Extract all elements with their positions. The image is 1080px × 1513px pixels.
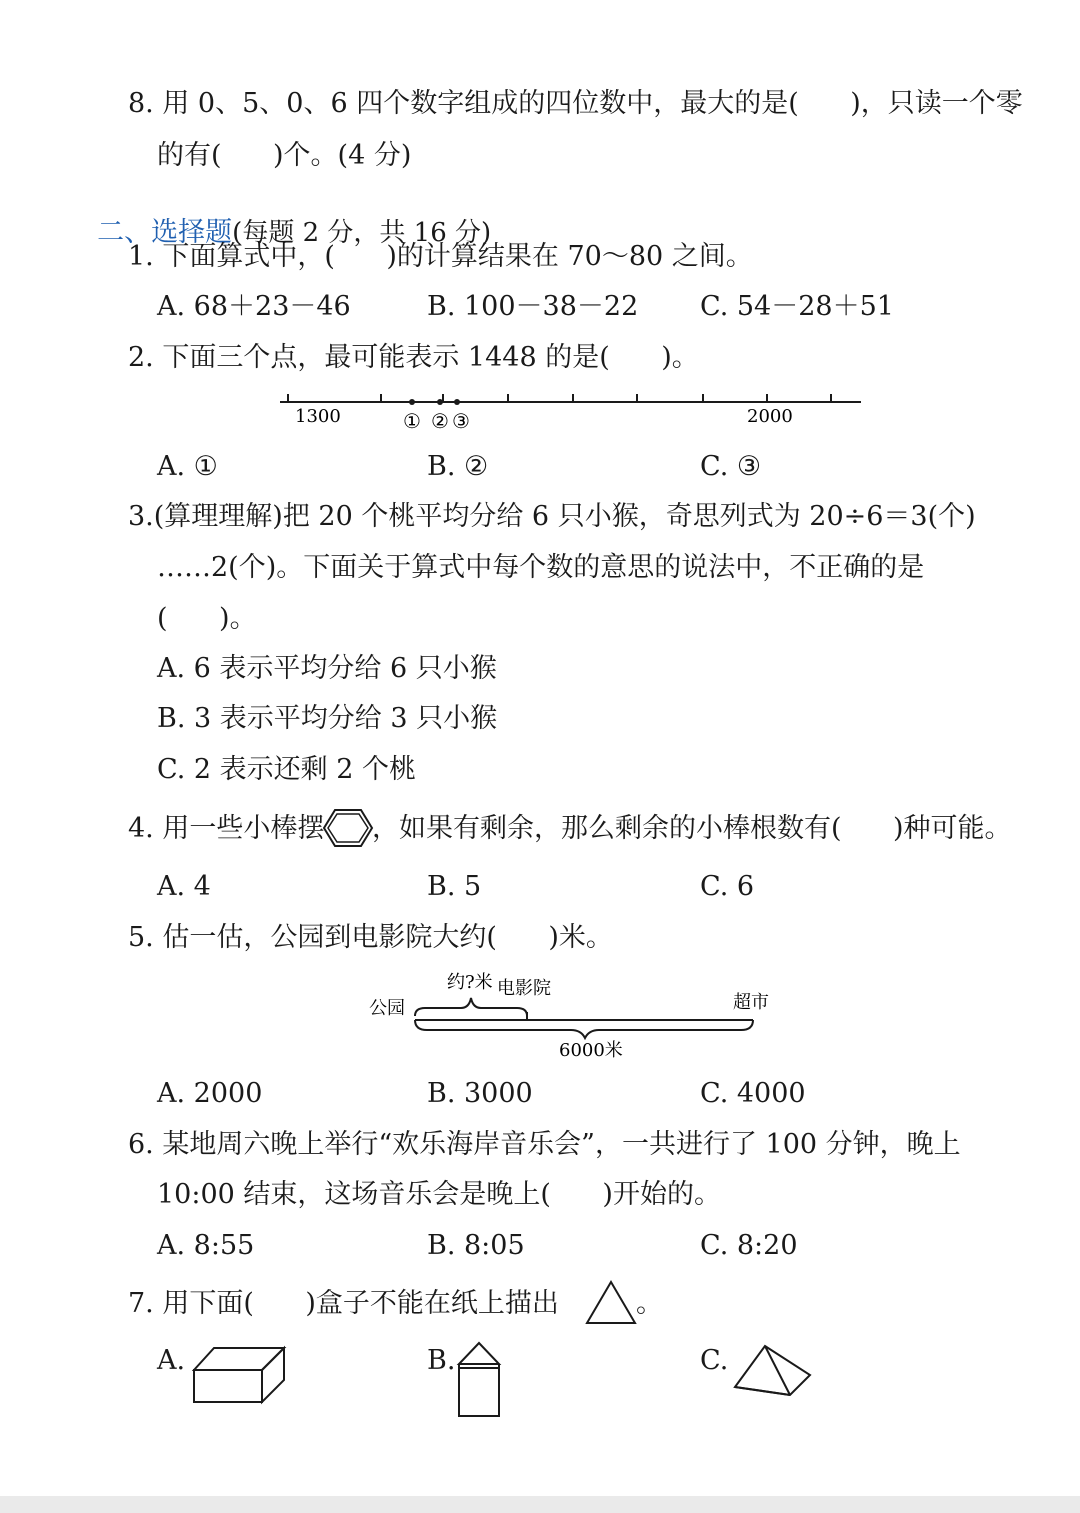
q6-option-b: B. 8:05 — [427, 1230, 525, 1261]
point-1-label: ① — [403, 409, 421, 433]
supermarket-label: 超市 — [733, 992, 769, 1013]
q4-stem-before: 4. 用一些小棒摆 — [128, 813, 325, 844]
q2-stem: 2. 下面三个点，最可能表示 1448 的是( )。 — [128, 342, 699, 373]
q8-line2: 的有( )个。(4 分) — [157, 140, 412, 171]
q6-option-c: C. 8:20 — [700, 1230, 798, 1261]
q5-option-b: B. 3000 — [427, 1078, 533, 1109]
q3-option-b: B. 3 表示平均分给 3 只小猴 — [157, 703, 498, 734]
pentagonal-house-box-icon — [455, 1340, 507, 1420]
number-line-start-label: 1300 — [295, 406, 341, 427]
q7-option-b: B. — [427, 1345, 456, 1376]
q1-option-b: B. 100－38－22 — [427, 291, 639, 322]
q6-line1: 6. 某地周六晚上举行“欢乐海岸音乐会”，一共进行了 100 分钟，晚上 — [128, 1129, 961, 1160]
point-2-label: ② — [431, 409, 449, 433]
q4-option-c: C. 6 — [700, 871, 755, 902]
cinema-label: 电影院 — [497, 978, 551, 999]
q7-option-a: A. — [157, 1345, 186, 1376]
q8-line1: 8. 用 0、5、0、6 四个数字组成的四位数中，最大的是( )，只读一个零 — [128, 88, 1023, 119]
q3-option-c: C. 2 表示还剩 2 个桃 — [157, 754, 416, 785]
q5-option-c: C. 4000 — [700, 1078, 806, 1109]
q4-option-b: B. 5 — [427, 871, 482, 902]
q5-option-a: A. 2000 — [157, 1078, 263, 1109]
q2-option-b: B. ② — [427, 451, 489, 482]
point-3-label: ③ — [452, 409, 470, 433]
triangle-icon — [584, 1279, 638, 1327]
hexagon-icon — [322, 807, 374, 849]
q3-line1: 3.(算理理解)把 20 个桃平均分给 6 只小猴，奇思列式为 20÷6＝3(个) — [128, 501, 976, 532]
distance-diagram — [365, 968, 785, 1063]
point-1 — [409, 399, 415, 405]
page-bottom-edge — [0, 1496, 1080, 1513]
q2-option-c: C. ③ — [700, 451, 762, 482]
lower-brace — [415, 1020, 753, 1038]
q7-option-c: C. — [700, 1345, 729, 1376]
lower-brace-label: 6000米 — [559, 1040, 623, 1061]
park-label: 公园 — [369, 998, 405, 1019]
number-line-end-label: 2000 — [747, 406, 793, 427]
upper-brace-label: 约?米 — [447, 972, 493, 993]
section-note: (每题 2 分，共 16 分) — [232, 218, 492, 248]
q1-option-a: A. 68＋23－46 — [157, 291, 351, 322]
q7-stem-after: 。 — [636, 1288, 663, 1319]
q3-option-a: A. 6 表示平均分给 6 只小猴 — [157, 653, 497, 684]
point-2 — [437, 399, 443, 405]
section-title: 二、选择题 — [97, 217, 233, 248]
q3-line2: ……2(个)。下面关于算式中每个数的意思的说法中，不正确的是 — [157, 552, 925, 583]
q6-option-a: A. 8:55 — [157, 1230, 255, 1261]
q1-option-c: C. 54－28＋51 — [700, 291, 894, 322]
upper-brace — [415, 998, 527, 1016]
q1-stem: 1. 下面算式中，( )的计算结果在 70～80 之间。 — [128, 241, 753, 272]
cuboid-box-icon — [192, 1342, 288, 1406]
q3-line3: ( )。 — [157, 603, 257, 634]
pyramid-box-icon — [732, 1343, 812, 1399]
q5-stem: 5. 估一估，公园到电影院大约( )米。 — [128, 922, 613, 953]
q4-stem-after: ，如果有剩余，那么剩余的小棒根数有( )种可能。 — [372, 813, 1012, 844]
section-heading — [80, 192, 491, 246]
q2-option-a: A. ① — [157, 451, 218, 482]
number-line-diagram — [275, 390, 875, 440]
q4-option-a: A. 4 — [157, 871, 211, 902]
q7-stem-before: 7. 用下面( )盒子不能在纸上描出 — [128, 1288, 559, 1319]
point-3 — [454, 399, 460, 405]
q6-line2: 10:00 结束，这场音乐会是晚上( )开始的。 — [157, 1179, 721, 1210]
